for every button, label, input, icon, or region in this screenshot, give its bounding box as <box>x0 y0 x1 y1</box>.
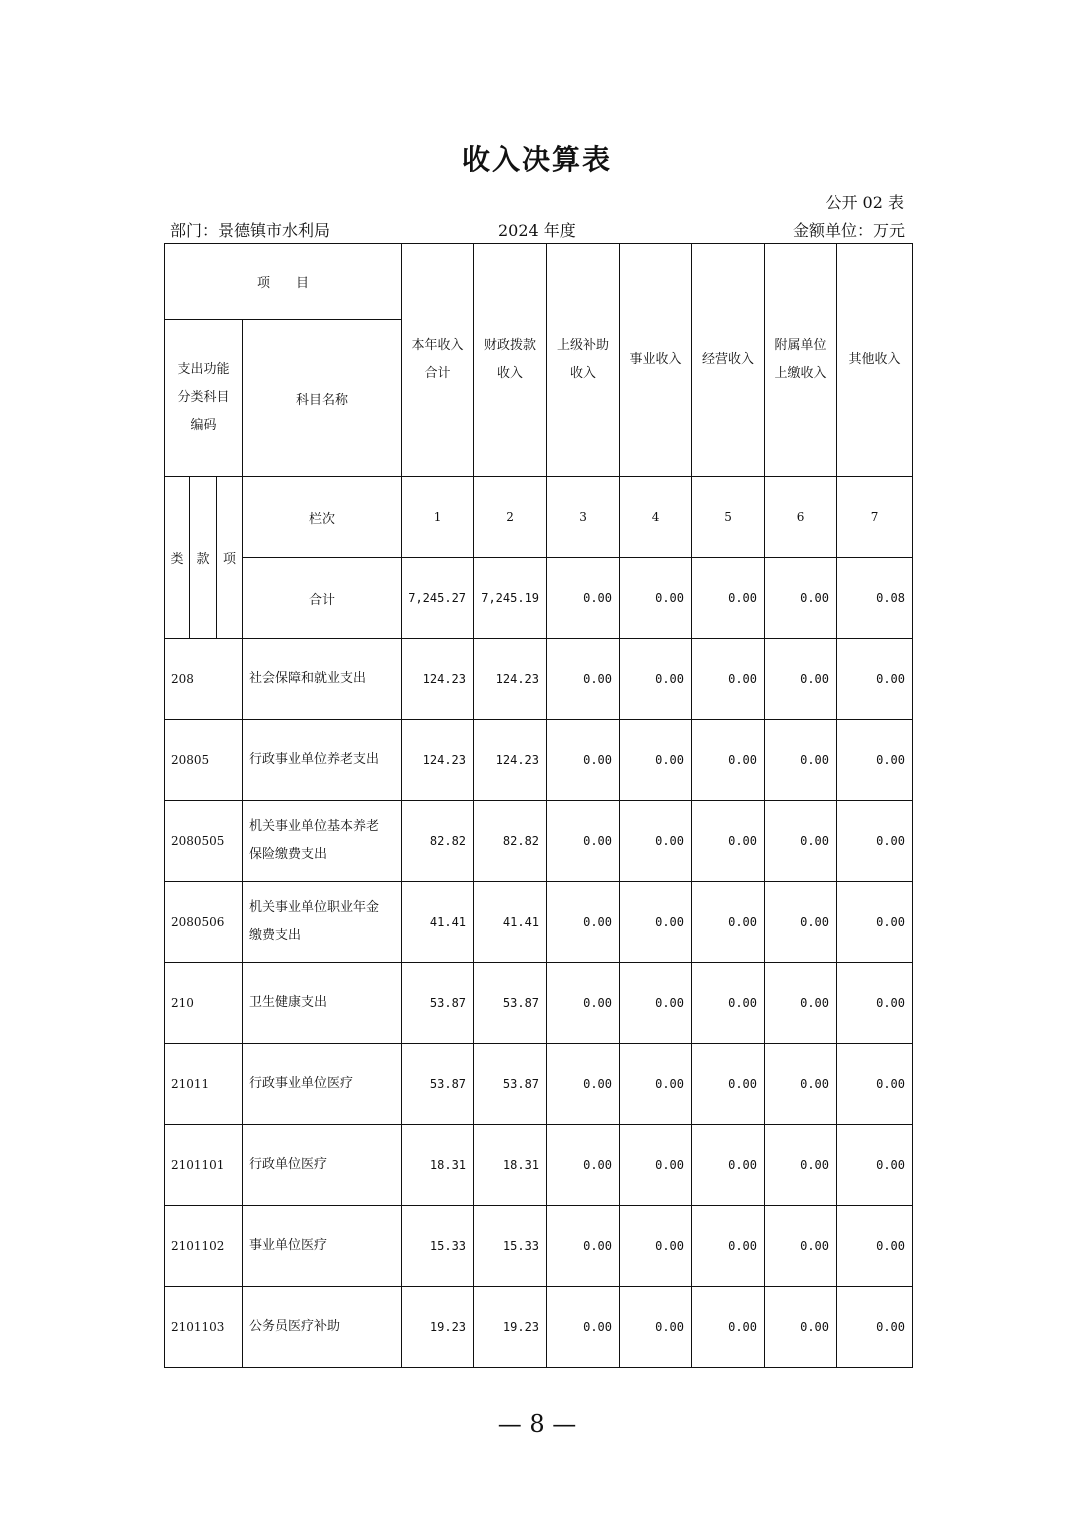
table-row <box>165 720 913 801</box>
header-total: 本年收入合计 <box>402 244 474 477</box>
col-number: 1 <box>402 477 474 558</box>
row-code: 2080505 <box>165 801 243 882</box>
row-value: 0.00 <box>765 1206 837 1287</box>
row-value: 0.00 <box>837 882 913 963</box>
row-subject-name: 机关事业单位职业年金缴费支出 <box>243 882 402 963</box>
row-value: 0.00 <box>620 1206 692 1287</box>
row-value: 0.00 <box>547 801 620 882</box>
col-number: 4 <box>620 477 692 558</box>
row-subject-name: 事业单位医疗 <box>243 1206 402 1287</box>
total-value: 7,245.27 <box>402 558 474 639</box>
row-value: 0.00 <box>620 639 692 720</box>
row-value: 0.00 <box>692 1125 765 1206</box>
row-value: 0.00 <box>547 1044 620 1125</box>
row-code: 2101103 <box>165 1287 243 1368</box>
header-operating: 经营收入 <box>692 244 765 477</box>
row-value: 0.00 <box>547 720 620 801</box>
row-value: 0.00 <box>837 1206 913 1287</box>
row-value: 0.00 <box>765 720 837 801</box>
row-value: 18.31 <box>402 1125 474 1206</box>
total-row <box>165 558 913 639</box>
row-subject-name: 公务员医疗补助 <box>243 1287 402 1368</box>
header-item: 项 目 <box>165 244 402 320</box>
row-value: 0.00 <box>692 963 765 1044</box>
col-number: 3 <box>547 477 620 558</box>
row-value: 124.23 <box>402 639 474 720</box>
row-value: 19.23 <box>474 1287 547 1368</box>
row-value: 0.00 <box>620 963 692 1044</box>
meta-line <box>170 218 905 240</box>
row-value: 0.00 <box>765 882 837 963</box>
row-value: 53.87 <box>474 963 547 1044</box>
row-value: 41.41 <box>474 882 547 963</box>
row-value: 0.00 <box>765 639 837 720</box>
row-value: 0.00 <box>620 1125 692 1206</box>
col-number: 6 <box>765 477 837 558</box>
row-value: 0.00 <box>692 801 765 882</box>
form-number: 公开 02 表 <box>825 193 904 212</box>
row-value: 0.00 <box>692 1044 765 1125</box>
row-value: 0.00 <box>692 1287 765 1368</box>
row-value: 15.33 <box>402 1206 474 1287</box>
row-value: 0.00 <box>547 882 620 963</box>
table-row <box>165 1287 913 1368</box>
page-number: — 8 — <box>497 1410 577 1438</box>
row-value: 0.00 <box>547 1287 620 1368</box>
header-business: 事业收入 <box>620 244 692 477</box>
row-value: 0.00 <box>765 1044 837 1125</box>
row-code: 20805 <box>165 720 243 801</box>
col-number: 5 <box>692 477 765 558</box>
row-value: 41.41 <box>402 882 474 963</box>
header-fiscal: 财政拨款收入 <box>474 244 547 477</box>
table-row <box>165 1206 913 1287</box>
row-value: 0.00 <box>692 720 765 801</box>
year-label: 2024 年度 <box>498 221 576 240</box>
row-value: 0.00 <box>547 963 620 1044</box>
row-value: 0.00 <box>547 1125 620 1206</box>
row-value: 82.82 <box>474 801 547 882</box>
row-value: 0.00 <box>692 639 765 720</box>
total-value: 0.00 <box>547 558 620 639</box>
col-number: 2 <box>474 477 547 558</box>
header-func-code: 支出功能分类科目编码 <box>165 320 243 477</box>
table-row <box>165 1044 913 1125</box>
row-code: 210 <box>165 963 243 1044</box>
row-code: 2080506 <box>165 882 243 963</box>
row-value: 0.00 <box>837 801 913 882</box>
row-value: 53.87 <box>402 963 474 1044</box>
row-value: 0.00 <box>765 1125 837 1206</box>
row-value: 19.23 <box>402 1287 474 1368</box>
row-value: 0.00 <box>620 720 692 801</box>
table-row <box>165 1125 913 1206</box>
row-value: 0.00 <box>547 639 620 720</box>
header-lei: 类 <box>165 477 190 639</box>
unit-label: 金额单位：万元 <box>792 221 905 240</box>
row-value: 0.00 <box>837 720 913 801</box>
document-title: 收入决算表 <box>461 143 612 176</box>
row-value: 0.00 <box>837 1044 913 1125</box>
income-table <box>164 243 913 1368</box>
total-value: 0.00 <box>692 558 765 639</box>
row-value: 0.00 <box>837 639 913 720</box>
row-value: 0.00 <box>765 801 837 882</box>
row-code: 2101101 <box>165 1125 243 1206</box>
row-value: 0.00 <box>765 1287 837 1368</box>
row-value: 0.00 <box>837 1287 913 1368</box>
row-value: 0.00 <box>837 963 913 1044</box>
table-row <box>165 639 913 720</box>
row-subject-name: 机关事业单位基本养老保险缴费支出 <box>243 801 402 882</box>
row-value: 15.33 <box>474 1206 547 1287</box>
header-xiang: 项 <box>217 477 243 639</box>
row-subject-name: 行政单位医疗 <box>243 1125 402 1206</box>
row-subject-name: 卫生健康支出 <box>243 963 402 1044</box>
total-label: 合计 <box>243 558 402 639</box>
row-code: 208 <box>165 639 243 720</box>
row-subject-name: 社会保障和就业支出 <box>243 639 402 720</box>
header-lanci: 栏次 <box>243 477 402 558</box>
row-value: 0.00 <box>692 882 765 963</box>
row-value: 82.82 <box>402 801 474 882</box>
row-value: 18.31 <box>474 1125 547 1206</box>
header-subject-name: 科目名称 <box>243 320 402 477</box>
total-value: 7,245.19 <box>474 558 547 639</box>
row-value: 0.00 <box>620 882 692 963</box>
row-value: 0.00 <box>837 1125 913 1206</box>
table-row <box>165 882 913 963</box>
row-value: 0.00 <box>620 1287 692 1368</box>
table-row <box>165 963 913 1044</box>
table-row <box>165 801 913 882</box>
header-affiliated: 附属单位上缴收入 <box>765 244 837 477</box>
row-value: 0.00 <box>620 801 692 882</box>
row-value: 0.00 <box>692 1206 765 1287</box>
row-value: 0.00 <box>765 963 837 1044</box>
row-value: 53.87 <box>402 1044 474 1125</box>
header-kuan: 款 <box>190 477 217 639</box>
row-value: 0.00 <box>547 1206 620 1287</box>
row-code: 2101102 <box>165 1206 243 1287</box>
row-value: 124.23 <box>402 720 474 801</box>
row-value: 124.23 <box>474 720 547 801</box>
row-value: 0.00 <box>620 1044 692 1125</box>
row-subject-name: 行政事业单位养老支出 <box>243 720 402 801</box>
col-number: 7 <box>837 477 913 558</box>
header-superior: 上级补助收入 <box>547 244 620 477</box>
total-value: 0.08 <box>837 558 913 639</box>
row-value: 53.87 <box>474 1044 547 1125</box>
row-code: 21011 <box>165 1044 243 1125</box>
total-value: 0.00 <box>765 558 837 639</box>
header-other: 其他收入 <box>837 244 913 477</box>
row-value: 124.23 <box>474 639 547 720</box>
total-value: 0.00 <box>620 558 692 639</box>
row-subject-name: 行政事业单位医疗 <box>243 1044 402 1125</box>
department-label: 部门：景德镇市水利局 <box>170 221 331 240</box>
